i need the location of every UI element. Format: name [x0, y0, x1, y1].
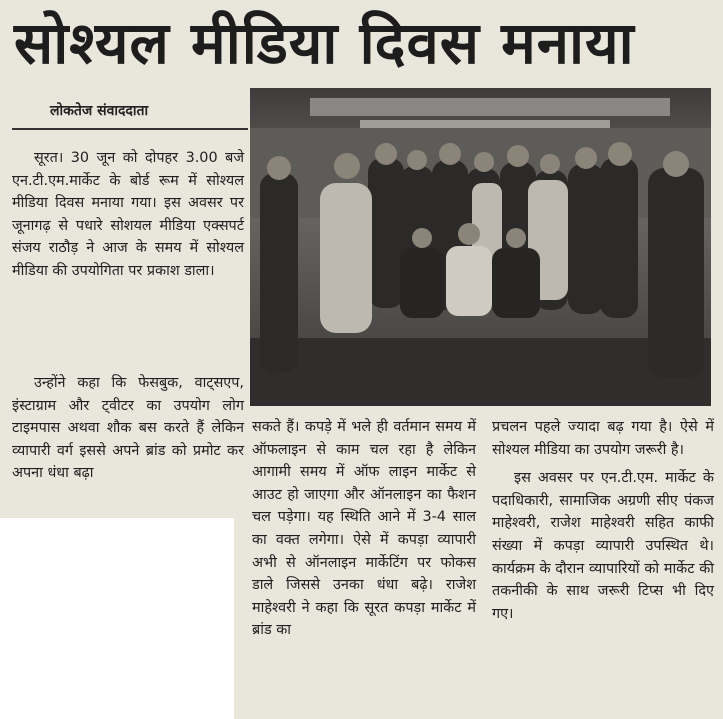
group-photo-illustration: [250, 88, 711, 406]
blank-corner: [0, 518, 234, 719]
article-column-1-continued: [12, 372, 244, 485]
article-column-3: [492, 416, 714, 625]
article-column-1: [12, 147, 244, 283]
paragraph-5: इस अवसर पर एन.टी.एम. मार्केट के पदाधिकारी, सामाजिक अग्रणी सीए पंकज माहेश्वरी, राजेश माहेश्वरी सहित काफी संख्या में कपड़ा व्यापारी उपस्थित थे। कार्यक्रम के दौरान व्यापारियों को मार्केट की तकनीकी के साथ जरूरी टिप्स भी दिए गए।: [492, 470, 714, 622]
paragraph-3: सकते हैं। कपड़े में भले ही वर्तमान समय में ऑफलाइन से काम चल रहा है लेकिन आगामी समय में ऑफ लाइन मार्केट से आउट हो जाएगा और ऑनलाइन का फैशन चल पड़ेगा। यह स्थिति आने में 3-4 साल का वक्त लगेगा। ऐसे में कपड़ा व्यापारी अभी से ऑनलाइन मार्केटिंग पर फोकस डाले जिससे उनका धंधा बढ़े। राजेश माहेश्वरी ने कहा कि सूरत कपड़ा मार्केट में ब्रांड का: [252, 419, 476, 639]
article-column-2: [252, 416, 476, 642]
paragraph-1: सूरत। 30 जून को दोपहर 3.00 बजे एन.टी.एम.मार्केट के बोर्ड रूम में सोश्यल मीडिया दिवस मनाया गया। इस अवसर पर जूनागढ़ से पधारे सोशयल मीडिया एक्सपर्ट संजय राठौड़ ने आज के समय में सोश्यल मीडिया की उपयोगिता पर प्रकाश डाला।: [12, 150, 244, 279]
headline: सोश्यल मीडिया दिवस मनाया: [14, 9, 635, 77]
paragraph-2: उन्होंने कहा कि फेसबुक, वाट्सएप, इंस्टाग्राम और ट्वीटर का उपयोग लोग टाइमपास अथवा शौक बस करते हैं लेकिन व्यापारी वर्ग इससे अपने ब्रांड को प्रमोट कर अपना धंधा बढ़ा: [12, 375, 244, 482]
group-photo: [250, 88, 711, 406]
byline: लोकतेज संवाददाता: [50, 103, 149, 119]
paragraph-4: प्रचलन पहले ज्यादा बढ़ गया है। ऐसे में सोश्यल मीडिया का उपयोग जरूरी है।: [492, 419, 714, 458]
byline-rule: [12, 128, 248, 130]
